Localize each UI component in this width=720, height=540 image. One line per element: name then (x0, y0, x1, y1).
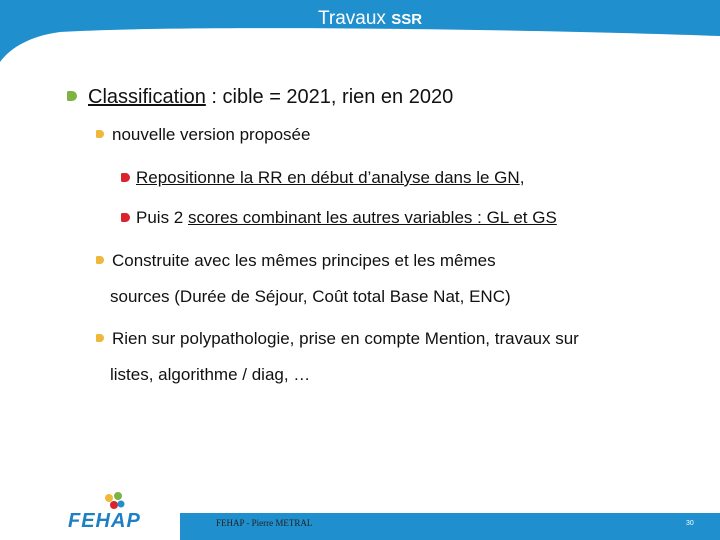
slide-title: Travaux SSR (317, 8, 423, 29)
page-number: 30 (686, 520, 694, 527)
bullet-rien-sur-line2: listes, algorithme / diag, … (110, 365, 311, 384)
bullet-yellow-icon (96, 130, 104, 138)
bullet-rien-sur-line1: Rien sur polypathologie, prise en compte Mention, travaux sur (112, 329, 579, 348)
bullet-yellow-icon (96, 334, 104, 342)
bullet-repositionne: Repositionne la RR en début d’analyse dans le GN, (136, 168, 525, 187)
bullet-yellow-icon (96, 256, 104, 264)
bullet-nouvelle-version: nouvelle version proposée (112, 125, 311, 144)
bullet-construite-line1: Construite avec les mêmes principes et les mêmes (112, 251, 496, 270)
bullet-red-icon (121, 213, 130, 222)
footer-author: FEHAP - Pierre METRAL (216, 518, 313, 528)
bullet-puis-2-scores: Puis 2 scores combinant les autres variables : GL et GS (136, 208, 557, 227)
bullet-red-icon (121, 173, 130, 182)
bullet-classification: Classification : cible = 2021, rien en 2020 (88, 86, 454, 108)
fehap-logo-text: FEHAP (68, 510, 141, 532)
bullet-green-icon (67, 91, 77, 101)
bullet-construite-line2: sources (Durée de Séjour, Coût total Base Nat, ENC) (110, 287, 511, 306)
